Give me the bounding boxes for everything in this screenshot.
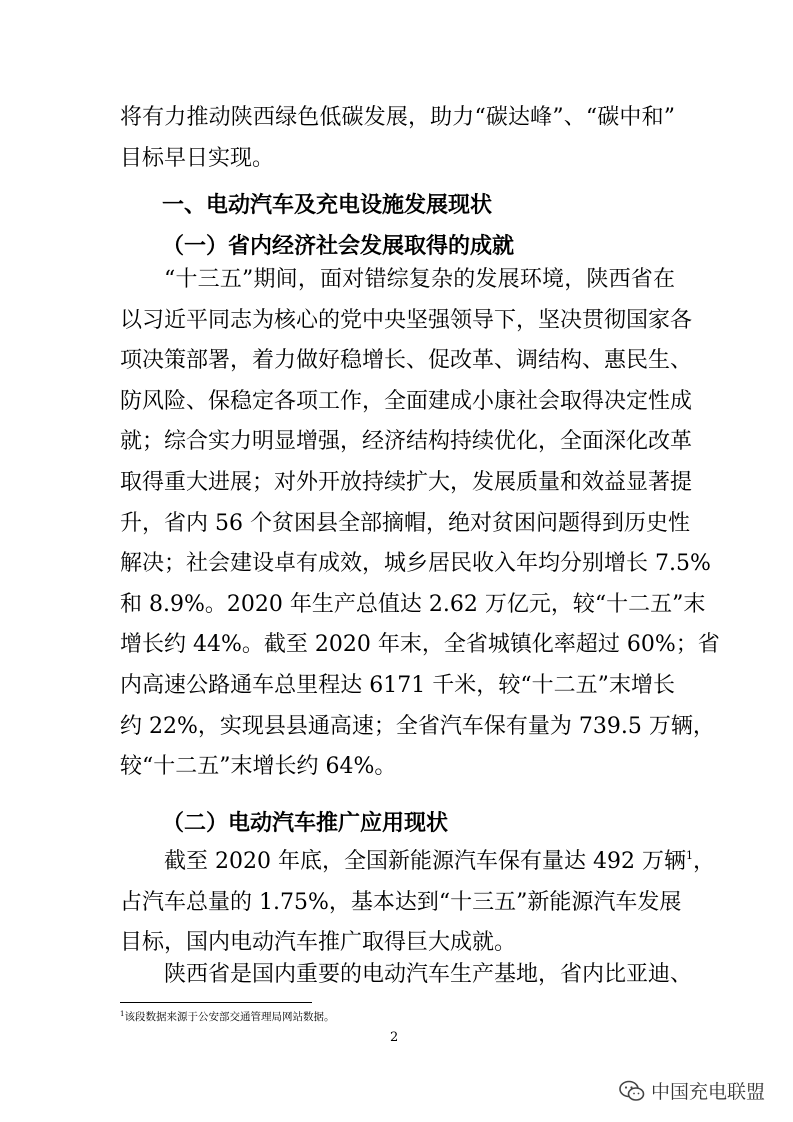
text-line: 和 8.9%。2020 年生产总值达 2.62 万亿元，较“十二五”末 (120, 591, 706, 617)
text-line: 取得重大进展；对外开放持续扩大，发展质量和效益显著提 (120, 469, 693, 495)
text-line: 占汽车总量的 1.75%，基本达到“十三五”新能源汽车发展 (120, 889, 682, 915)
paragraph-shaanxi (120, 955, 693, 996)
text-line: 增长约 44%。截至 2020 年末，全省城镇化率超过 60%；省 (120, 632, 720, 658)
text-line: 目标，国内电动汽车推广取得巨大成就。 (120, 930, 517, 956)
footnote: $^1$该段数据来源于公安部交通管理局网站数据。 (120, 1010, 335, 1023)
text-line: 防风险、保稳定各项工作，全面建成小康社会取得决定性成 (120, 388, 693, 414)
text-line: 较“十二五”末增长约 64%。 (120, 754, 397, 780)
text-line: 约 22%，实现县县通高速；全省汽车保有量为 739.5 万辆， (120, 713, 715, 739)
watermark (619, 1077, 765, 1104)
text-line: “十三五”期间，面对错综复杂的发展环境，陕西省在 (164, 267, 675, 292)
subsection-heading-1: （一）省内经济社会发展取得的成就 (162, 233, 515, 259)
watermark-text: 中国充电联盟 (651, 1081, 766, 1103)
section-heading: 一、电动汽车及充电设施发展现状 (162, 192, 493, 218)
subsection-heading-2: （二）电动汽车推广应用现状 (162, 810, 449, 836)
text-line: 目标早日实现。 (120, 145, 275, 171)
text-line: 截至 2020 年底，全国新能源汽车保有量达 492 万辆$^1$， (164, 849, 715, 874)
text-line: 陕西省是国内重要的电动汽车生产基地，省内比亚迪、 (164, 962, 693, 987)
text-line: 内高速公路通车总里程达 6171 千米，较“十二五”末增长 (120, 672, 675, 698)
paragraph-achievements (120, 260, 720, 788)
text-line: 将有力推动陕西绿色低碳发展，助力“碳达峰”、“碳中和” (120, 105, 675, 130)
footnote-divider (120, 1002, 312, 1003)
text-line: 项决策部署，着力做好稳增长、促改革、调结构、惠民生、 (120, 348, 693, 374)
text-line: 解决；社会建设卓有成效，城乡居民收入年均分别增长 7.5% (120, 551, 711, 577)
footnote-reference[interactable]: 1 (685, 849, 693, 862)
text-line: 就；综合实力明显增强，经济结构持续优化，全面深化改革 (120, 429, 693, 455)
intro-paragraph (120, 98, 675, 179)
text-line: 升，省内 56 个贫困县全部摘帽，绝对贫困问题得到历史性 (120, 510, 690, 536)
paragraph-ev-status (120, 842, 715, 964)
text-line: 以习近平同志为核心的党中央坚强领导下，坚决贯彻国家各 (120, 307, 693, 333)
wechat-icon (619, 1080, 645, 1102)
page-number: 2 (390, 1030, 399, 1045)
